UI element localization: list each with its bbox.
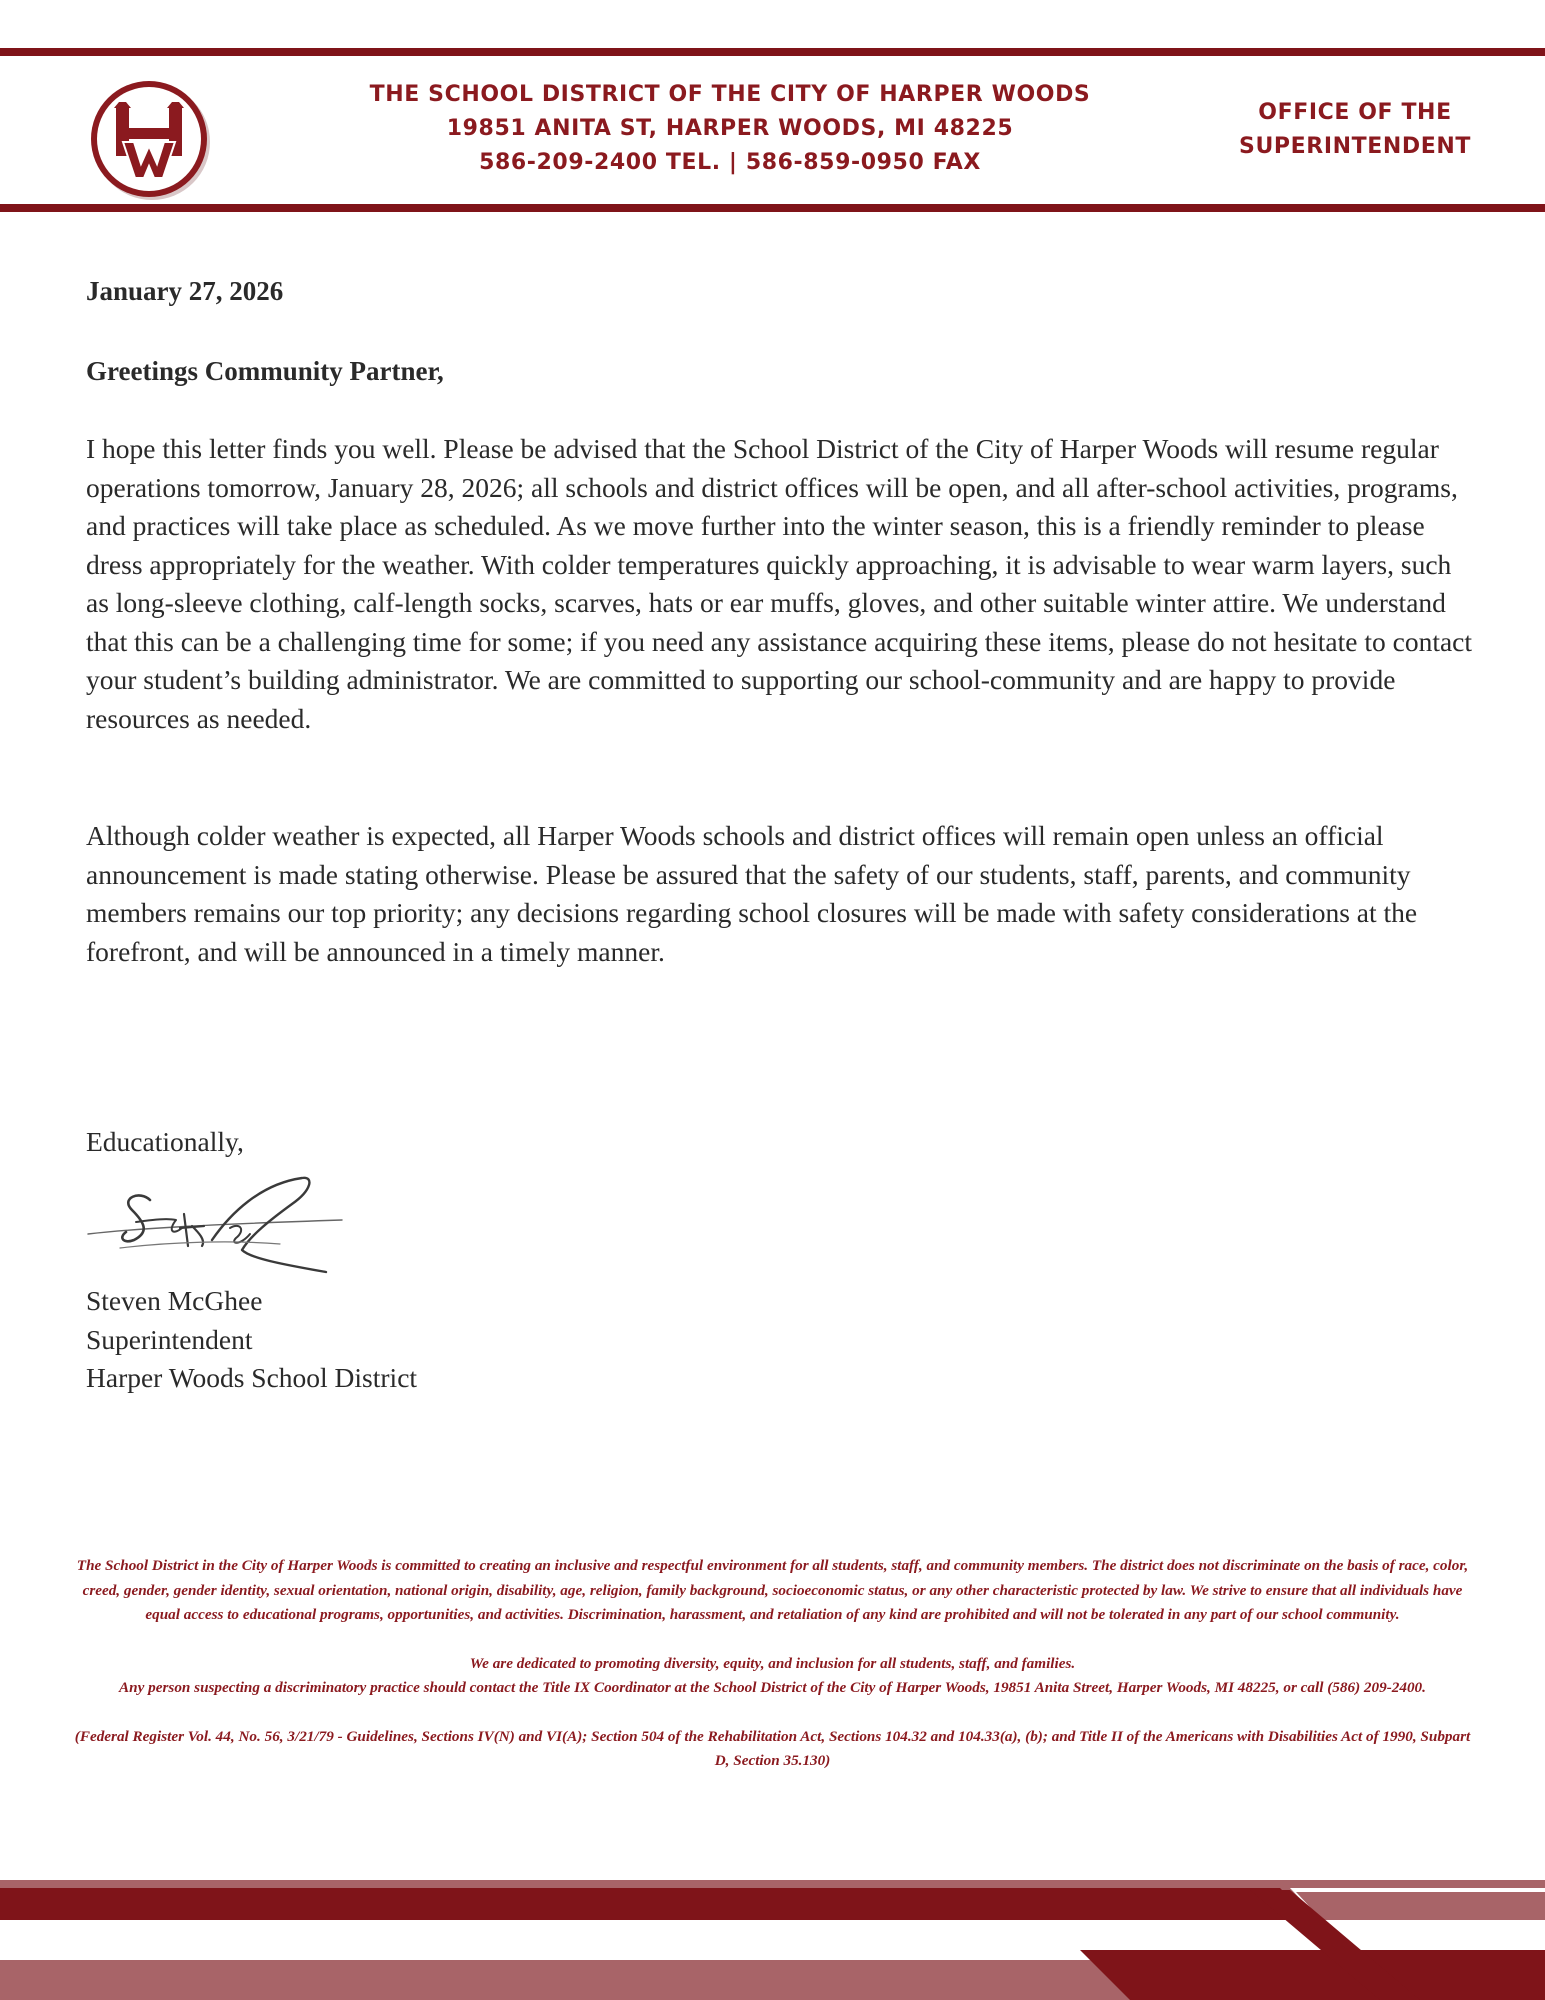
district-address: 19851 ANITA ST, HARPER WOODS, MI 48225 xyxy=(446,116,1014,141)
notice-paragraph-1: The School District in the City of Harper Woods is committed to creating an inclusive and respectful environment for all students, staff, and community members. The district does not discriminate on the basis of race, color, creed, gender, gender identity, sexual orientation, national origin, disability, age, religion, family background, socioeconomic status, or any other characteristic protected by law. We strive to ensure that all individuals have equal access to educational programs, opportunities, and activities. Discrimination, harassment, and retaliation of any kind are prohibited and will not be tolerated in any part of our school community. xyxy=(76,1557,1469,1623)
office-label xyxy=(1220,96,1490,164)
signature-block xyxy=(86,1282,417,1398)
letter-closing: Educationally, xyxy=(86,1126,244,1157)
letter-paragraph-2: Although colder weather is expected, all Harper Woods schools and district offices will remain open unless an official announcement is made stating otherwise. Please be assured that the safety of our students, staff, parents, and community members remains our top priority; any decisions regarding school closures will be made with safety considerations at the forefront, and will be announced in a timely manner. xyxy=(86,820,1418,967)
hw-monogram-logo-icon xyxy=(88,78,212,202)
letterhead-district-info xyxy=(340,78,1120,180)
signer-organization: Harper Woods School District xyxy=(86,1362,418,1393)
signer-name: Steven McGhee xyxy=(86,1285,263,1316)
notice-paragraph-2-line-1: We are dedicated to promoting diversity, equity, and inclusion for all students, staff, and families. xyxy=(469,1654,1076,1672)
nondiscrimination-notice xyxy=(70,1554,1475,1798)
footer-decorative-band xyxy=(0,1880,1545,2000)
notice-paragraph-3: (Federal Register Vol. 44, No. 56, 3/21/79 - Guidelines, Sections IV(N) and VI(A); Section 504 of the Rehabilitation Act, Sections 104.32 and 104.33(a), (b); and Title II of the Americans with Disabilities Act of 1990, Subpart D, Section 35.130) xyxy=(74,1727,1471,1769)
notice-paragraph-2 xyxy=(70,1652,1475,1701)
header-top-rule xyxy=(0,48,1545,56)
footer-band-top-red xyxy=(0,1888,1312,1920)
district-name: THE SCHOOL DISTRICT OF THE CITY OF HARPER WOODS xyxy=(369,82,1091,107)
letter-paragraph-1: I hope this letter finds you well. Please be advised that the School District of the City of Harper Woods will resume regular operations tomorrow, January 28, 2026; all schools and district offices will be open, and all after-school activities, programs, and practices will take place as scheduled. As we move further into the winter season, this is a friendly reminder to please dress appropriately for the weather. With colder temperatures quickly approaching, it is advisable to wear warm layers, such as long-sleeve clothing, calf-length socks, scarves, hats or ear muffs, gloves, and other suitable winter attire. We understand that this can be a challenging time for some; if you need any assistance acquiring these items, please do not hesitate to contact your student’s building administrator. We are committed to supporting our school-community and are happy to provide resources as needed. xyxy=(86,433,1473,734)
footer-band-right-pink xyxy=(1296,1892,1545,1920)
office-label-line-1: OFFICE OF THE xyxy=(1258,100,1452,125)
signer-title: Superintendent xyxy=(86,1323,253,1355)
footer-band-bottom-red xyxy=(1080,1950,1545,2000)
handwritten-signature xyxy=(80,1170,350,1278)
letter-date: January 27, 2026 xyxy=(86,276,284,306)
district-phone-fax: 586-209-2400 TEL. | 586-859-0950 FAX xyxy=(479,150,981,175)
letter-greeting: Greetings Community Partner, xyxy=(86,356,444,386)
header-bottom-rule xyxy=(0,204,1545,212)
office-label-line-2: SUPERINTENDENT xyxy=(1239,134,1471,159)
notice-paragraph-2-line-2: Any person suspecting a discriminatory practice should contact the Title IX Coordinator at the School District of the City of Harper Woods, 19851 Anita Street, Harper Woods, MI 48225, or call (586) 209-2400. xyxy=(119,1679,1426,1696)
